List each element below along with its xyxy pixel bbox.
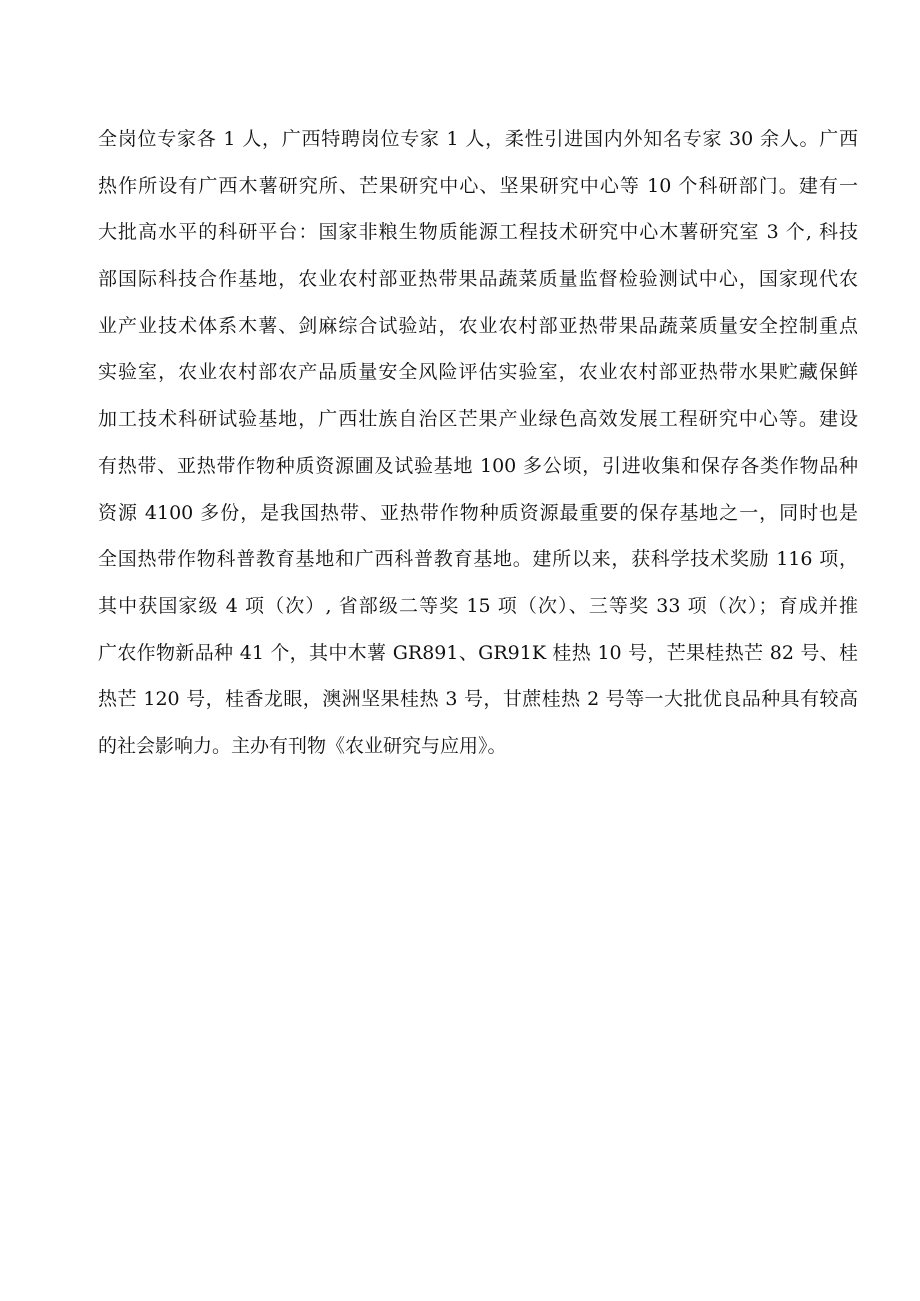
paragraph-line-7: 加工技术科研试验基地，广西壮族自治区芒果产业绿色高效发展工程研究中心等。建设 (98, 408, 858, 431)
paragraph-line-9: 资源 4100 多份，是我国热带、亚热带作物种质资源最重要的保存基地之一，同时也是 (98, 501, 858, 524)
paragraph-line-8: 有热带、亚热带作物种质资源圃及试验基地 100 多公顷，引进收集和保存各类作物品种 (98, 454, 858, 477)
body-paragraph (98, 116, 858, 770)
paragraph-line-6: 实验室，农业农村部农产品质量安全风险评估实验室，农业农村部亚热带水果贮藏保鲜 (98, 361, 858, 384)
paragraph-line-10: 全国热带作物科普教育基地和广西科普教育基地。建所以来，获科学技术奖励 116 项， (98, 548, 858, 571)
paragraph-line-4: 部国际科技合作基地，农业农村部亚热带果品蔬菜质量监督检验测试中心，国家现代农 (98, 268, 858, 291)
paragraph-line-2: 热作所设有广西木薯研究所、芒果研究中心、坚果研究中心等 10 个科研部门。建有一 (98, 174, 858, 197)
paragraph-line-5: 业产业技术体系木薯、剑麻综合试验站，农业农村部亚热带果品蔬菜质量安全控制重点 (98, 314, 858, 337)
paragraph-line-11: 其中获国家级 4 项（次）, 省部级二等奖 15 项（次）、三等奖 33 项（次）；育成并推 (98, 594, 858, 617)
paragraph-line-12: 广农作物新品种 41 个，其中木薯 GR891、GR91K 桂热 10 号，芒果桂热芒 82 号、桂 (98, 641, 858, 664)
paragraph-line-14: 的社会影响力。主办有刊物《农业研究与应用》。 (98, 734, 507, 757)
paragraph-line-3: 大批高水平的科研平台：国家非粮生物质能源工程技术研究中心木薯研究室 3 个, 科技 (98, 221, 858, 244)
paragraph-line-13: 热芒 120 号，桂香龙眼，澳洲坚果桂热 3 号，甘蔗桂热 2 号等一大批优良品种具有较高 (98, 688, 858, 711)
paragraph-line-1: 全岗位专家各 1 人，广西特聘岗位专家 1 人，柔性引进国内外知名专家 30 余人。广西 (98, 128, 858, 150)
